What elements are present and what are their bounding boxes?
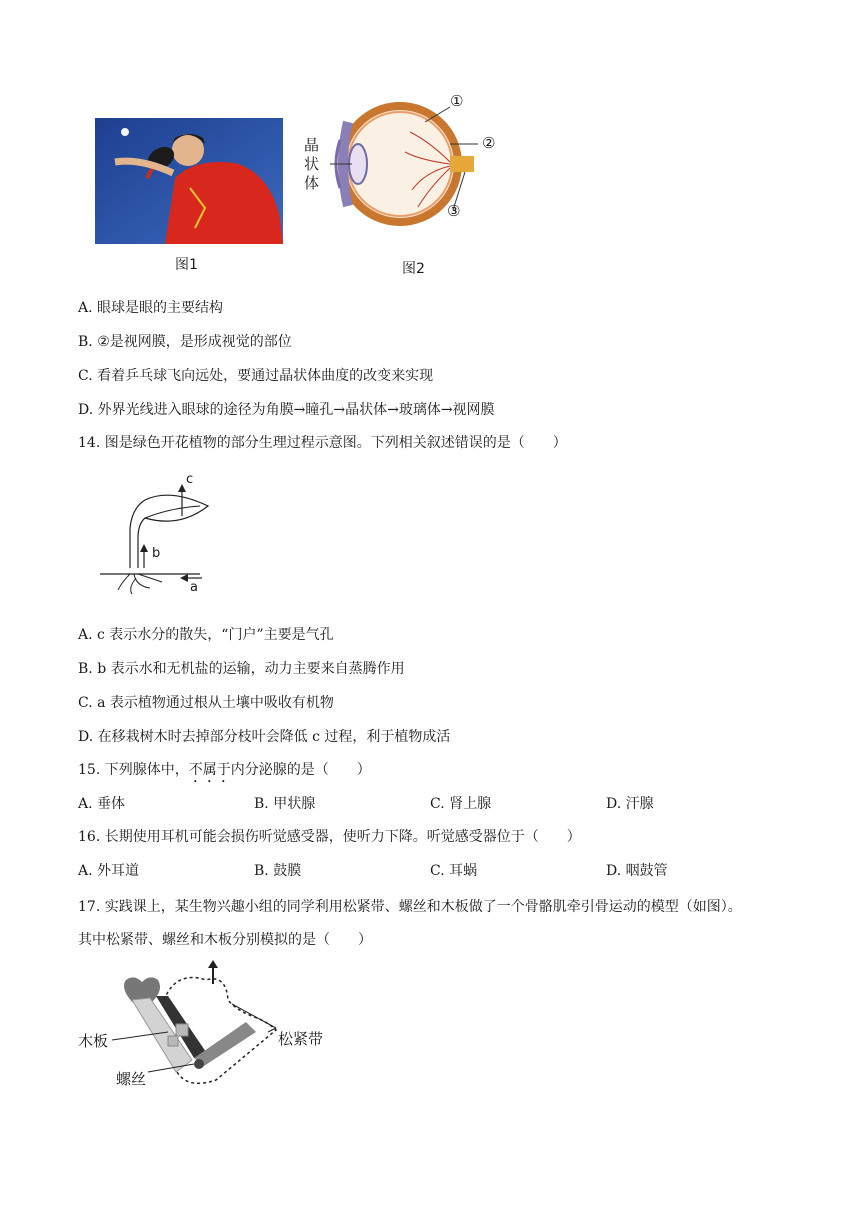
q15-option-c: C. 肾上腺 [430, 796, 492, 812]
q15-stem-pre: 15. 下列腺体中， [78, 762, 189, 778]
q13-option-b: B. ②是视网膜，是形成视觉的部位 [78, 334, 292, 350]
q14-option-c: C. a 表示植物通过根从土壤中吸收有机物 [78, 695, 334, 711]
eye-label-lens: 晶状体 [304, 136, 320, 192]
muscle-label-band: 松紧带 [278, 1030, 324, 1048]
q15-stem-emphasis: 不属于 [188, 762, 231, 778]
muscle-label-screw: 螺丝 [116, 1070, 147, 1088]
q14-option-d: D. 在移栽树木时去掉部分枝叶会降低 c 过程，利于植物成活 [78, 729, 451, 745]
figure-1-caption: 图1 [175, 257, 198, 273]
plant-label-b: b [152, 546, 161, 561]
q16-option-a: A. 外耳道 [78, 863, 140, 879]
figure-2-caption: 图2 [402, 261, 425, 277]
q16-option-b: B. 鼓膜 [254, 863, 302, 879]
muscle-label-board: 木板 [78, 1032, 109, 1050]
q17-stem-line-2: 其中松紧带、螺丝和木板分别模拟的是（ ） [78, 932, 372, 948]
plant-label-a: a [190, 580, 198, 595]
eye-label-3: ③ [447, 202, 461, 220]
q15-option-a: A. 垂体 [78, 796, 126, 812]
q16-option-c: C. 耳蜗 [430, 863, 478, 879]
q13-option-a: A. 眼球是眼的主要结构 [78, 300, 224, 316]
muscle-model-diagram [76, 960, 336, 1090]
q14-option-a: A. c 表示水分的散失，“门户”主要是气孔 [78, 627, 334, 643]
eye-label-2: ② [482, 134, 496, 152]
q16-stem: 16. 长期使用耳机可能会损伤听觉感受器，使听力下降。听觉感受器位于（ ） [78, 829, 581, 845]
table-tennis-photo [95, 118, 283, 244]
eye-label-1: ① [450, 92, 464, 110]
q14-option-b: B. b 表示水和无机盐的运输，动力主要来自蒸腾作用 [78, 661, 405, 677]
q15-stem-post: 内分泌腺的是（ ） [230, 762, 371, 778]
plant-label-c: c [186, 472, 194, 487]
q17-stem-line-1: 17. 实践课上，某生物兴趣小组的同学利用松紧带、螺丝和木板做了一个骨骼肌牵引骨运动的模型（如图）。 [78, 899, 742, 915]
q15-option-d: D. 汗腺 [606, 796, 654, 812]
q15-stem [78, 760, 371, 786]
q15-option-b: B. 甲状腺 [254, 796, 316, 812]
q16-option-d: D. 咽鼓管 [606, 863, 668, 879]
q13-option-d: D. 外界光线进入眼球的途径为角膜→瞳孔→晶状体→玻璃体→视网膜 [78, 402, 495, 418]
q13-option-c: C. 看着乒乓球飞向远处，要通过晶状体曲度的改变来实现 [78, 368, 434, 384]
q14-stem: 14. 图是绿色开花植物的部分生理过程示意图。下列相关叙述错误的是（ ） [78, 435, 567, 451]
plant-process-diagram [100, 472, 215, 598]
eye-diagram [300, 92, 510, 278]
